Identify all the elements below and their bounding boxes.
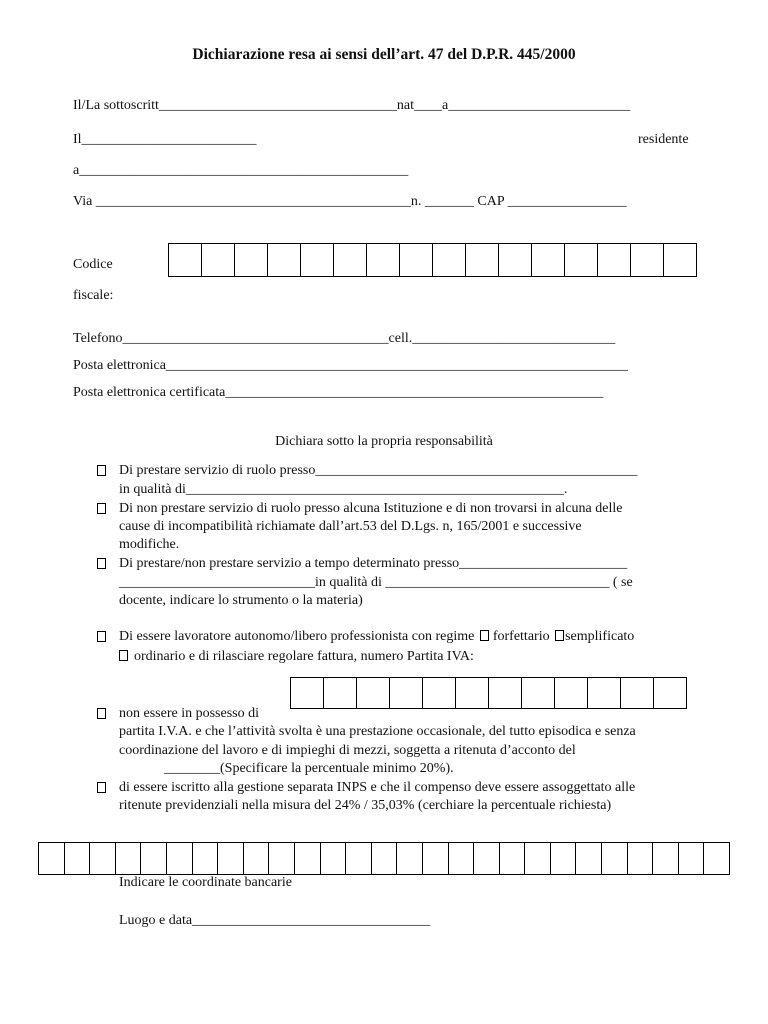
iban-box[interactable] [602, 842, 628, 875]
iban-box[interactable] [295, 842, 321, 875]
iban-box[interactable] [679, 842, 705, 875]
item4-text-2: ordinario e di rilasciare regolare fattura, numero Partita IVA: [134, 649, 474, 664]
item4-line2 [119, 649, 474, 665]
item3-line1: Di prestare/non prestare servizio a tempo determinato presso________________________ [119, 556, 628, 571]
partita-iva-box[interactable] [324, 677, 357, 709]
checkbox-semplificato[interactable] [555, 630, 564, 641]
partita-iva-box[interactable] [621, 677, 654, 709]
telefono-line[interactable]: Telefono______________________________________cell._____________________________ [73, 331, 616, 346]
checkbox-ordinario[interactable] [119, 650, 128, 661]
iban-box[interactable] [167, 842, 193, 875]
codice-fiscale-box[interactable] [400, 243, 433, 277]
codice-fiscale-box[interactable] [367, 243, 400, 277]
item6-line2: ritenute previdenziali nella misura del 24% / 35,03% (cerchiare la percentuale richiesta) [119, 798, 612, 813]
page-title: Dichiarazione resa ai sensi dell’art. 47 del D.P.R. 445/2000 [192, 46, 576, 63]
iban-box[interactable] [372, 842, 398, 875]
iban-box[interactable] [218, 842, 244, 875]
codice-label-1: Codice [73, 257, 113, 272]
partita-iva-box[interactable] [456, 677, 489, 709]
iban-box[interactable] [244, 842, 270, 875]
forfettario-label: forfettario [492, 629, 550, 644]
checkbox-forfettario[interactable] [480, 630, 489, 641]
partita-iva-box[interactable] [555, 677, 588, 709]
iban-box[interactable] [269, 842, 295, 875]
iban-box[interactable] [193, 842, 219, 875]
residence-city-line[interactable]: a_______________________________________________ [73, 163, 409, 178]
codice-fiscale-box[interactable] [433, 243, 466, 277]
iban-box[interactable] [704, 842, 730, 875]
partita-iva-box[interactable] [357, 677, 390, 709]
item3-line3: docente, indicare lo strumento o la materia) [119, 593, 363, 608]
iban-box[interactable] [39, 842, 65, 875]
partita-iva-box[interactable] [291, 677, 324, 709]
codice-fiscale-boxes[interactable] [168, 243, 697, 277]
iban-box[interactable] [346, 842, 372, 875]
bank-label: Indicare le coordinate bancarie [119, 875, 292, 890]
item2-line2: cause di incompatibilità richiamate dall’art.53 del D.Lgs. n, 165/2001 e successive [119, 519, 582, 534]
item1-line2: in qualità di______________________________________________________. [119, 482, 568, 497]
codice-fiscale-box[interactable] [202, 243, 235, 277]
partita-iva-box[interactable] [654, 677, 687, 709]
partita-iva-box[interactable] [588, 677, 621, 709]
codice-fiscale-box[interactable] [532, 243, 565, 277]
iban-box[interactable] [500, 842, 526, 875]
item5-line4: ________(Specificare la percentuale minimo 20%). [164, 761, 454, 776]
item5-line3: coordinazione del lavoro e di impieghi di mezzi, soggetta a ritenuta d’acconto del [119, 743, 576, 758]
item5-line1: non essere in possesso di [119, 706, 259, 721]
pec-line[interactable]: Posta elettronica certificata______________________________________________________ [73, 385, 604, 400]
iban-box[interactable] [65, 842, 91, 875]
iban-box[interactable] [321, 842, 347, 875]
address-line[interactable]: Via _____________________________________________n. _______ CAP _________________ [73, 194, 627, 209]
item4-text: Di essere lavoratore autonomo/libero professionista con regime [119, 629, 475, 644]
codice-fiscale-box[interactable] [268, 243, 301, 277]
iban-box[interactable] [525, 842, 551, 875]
iban-box[interactable] [653, 842, 679, 875]
iban-boxes[interactable] [38, 842, 730, 875]
iban-box[interactable] [141, 842, 167, 875]
iban-box[interactable] [576, 842, 602, 875]
codice-fiscale-box[interactable] [334, 243, 367, 277]
codice-label-2: fiscale: [73, 288, 114, 303]
iban-box[interactable] [397, 842, 423, 875]
iban-box[interactable] [423, 842, 449, 875]
iban-box[interactable] [449, 842, 475, 875]
iban-box[interactable] [90, 842, 116, 875]
item3-line2: ____________________________in qualità di ________________________________ ( se [119, 575, 633, 590]
partita-iva-box[interactable] [489, 677, 522, 709]
codice-fiscale-box[interactable] [664, 243, 697, 277]
iban-box[interactable] [551, 842, 577, 875]
codice-fiscale-box[interactable] [598, 243, 631, 277]
iban-box[interactable] [474, 842, 500, 875]
item2-line1: Di non prestare servizio di ruolo presso alcuna Istituzione e di non trovarsi in alcuna delle [119, 501, 623, 516]
item6-line1: di essere iscritto alla gestione separata INPS e che il compenso deve essere assoggettato alle [119, 780, 636, 795]
partita-iva-box[interactable] [522, 677, 555, 709]
semplificato-label: semplificato [565, 629, 635, 644]
email-line[interactable]: Posta elettronica__________________________________________________________________ [73, 358, 628, 373]
checkbox-2[interactable] [97, 503, 106, 514]
section-heading: Dichiara sotto la propria responsabilità [275, 434, 493, 449]
checkbox-4[interactable] [97, 631, 106, 642]
codice-fiscale-box[interactable] [466, 243, 499, 277]
codice-fiscale-box[interactable] [565, 243, 598, 277]
iban-box[interactable] [628, 842, 654, 875]
iban-box[interactable] [116, 842, 142, 875]
checkbox-3[interactable] [97, 558, 106, 569]
place-date-line[interactable]: Luogo e data__________________________________ [119, 913, 431, 928]
checkbox-6[interactable] [97, 782, 106, 793]
codice-fiscale-box[interactable] [235, 243, 268, 277]
checkbox-1[interactable] [97, 465, 106, 476]
date-line[interactable]: Il_________________________ [73, 132, 257, 147]
name-birth-line[interactable]: Il/La sottoscritt__________________________________nat____a__________________________ [73, 98, 631, 113]
item2-line3: modifiche. [119, 537, 180, 552]
partita-iva-box[interactable] [423, 677, 456, 709]
codice-fiscale-box[interactable] [169, 243, 202, 277]
item4-line1 [119, 629, 634, 645]
item1-line1: Di prestare servizio di ruolo presso______________________________________________ [119, 463, 638, 478]
partita-iva-boxes[interactable] [290, 677, 687, 709]
residente-label: residente [638, 132, 689, 147]
codice-fiscale-box[interactable] [499, 243, 532, 277]
item5-line2: partita I.V.A. e che l’attività svolta è una prestazione occasionale, del tutto episodica e senza [119, 724, 636, 739]
codice-fiscale-box[interactable] [631, 243, 664, 277]
checkbox-5[interactable] [97, 708, 106, 719]
partita-iva-box[interactable] [390, 677, 423, 709]
codice-fiscale-box[interactable] [301, 243, 334, 277]
